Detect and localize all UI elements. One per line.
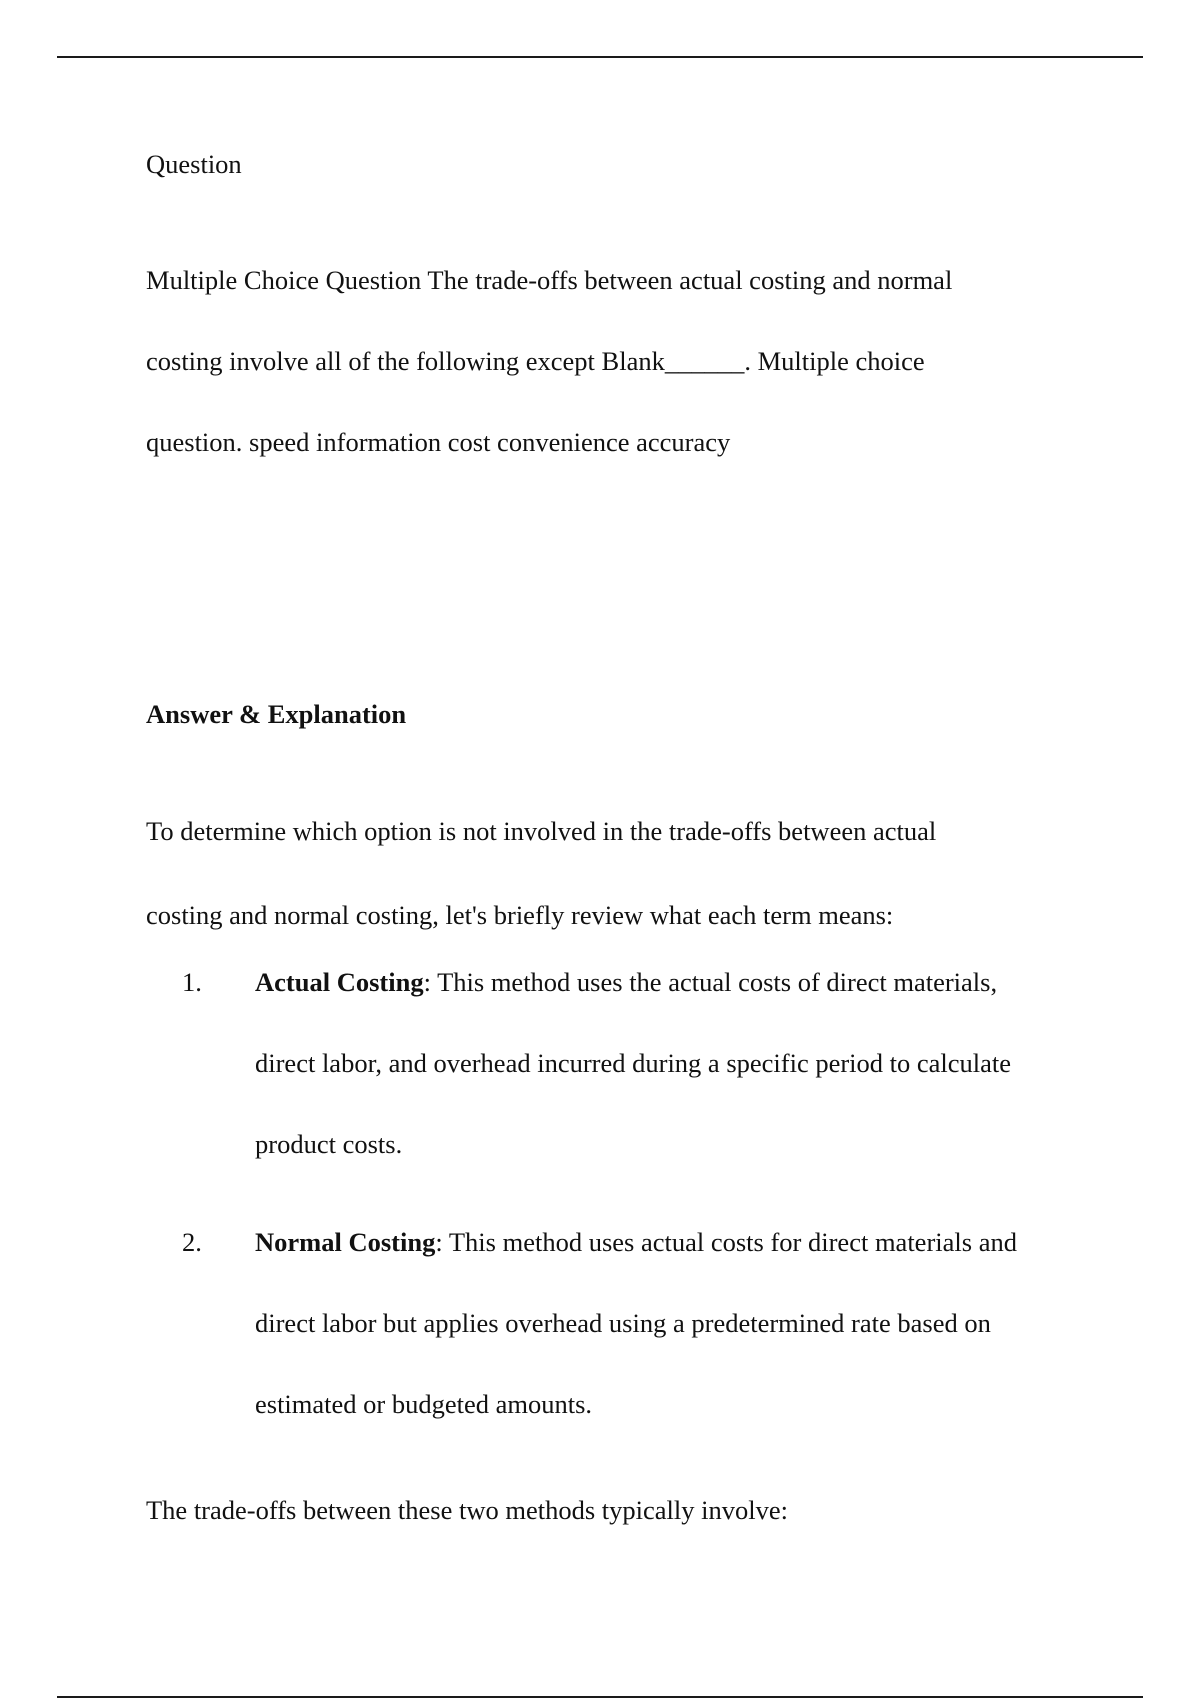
question-line: Multiple Choice Question The trade-offs between actual costing and normal (146, 265, 953, 295)
answer-intro (146, 789, 936, 957)
list-number: 2. (182, 1227, 202, 1257)
list-item-line: product costs. (255, 1129, 403, 1159)
closing-text: The trade-offs between these two methods typically involve: (146, 1495, 788, 1525)
list-item-line-text: : This method uses actual costs for direct materials and (435, 1227, 1017, 1257)
list-item-line (255, 942, 1011, 1023)
question-line: question. speed information cost convenience accuracy (146, 427, 731, 457)
term-actual-costing: Actual Costing (255, 967, 424, 997)
answer-heading: Answer & Explanation (146, 699, 407, 729)
question-heading: Question (146, 149, 242, 179)
answer-intro-line: To determine which option is not involved in the trade-offs between actual (146, 816, 937, 846)
question-line: costing involve all of the following except Blank______. Multiple choice (146, 346, 925, 376)
list-item-line: direct labor but applies overhead using a predetermined rate based on (255, 1308, 991, 1338)
list-number: 1. (182, 967, 202, 997)
list-item-text (255, 942, 1011, 1185)
list-item-line (255, 1202, 1017, 1283)
bottom-divider (57, 1696, 1143, 1698)
list-item-line: direct labor, and overhead incurred during a specific period to calculate (255, 1048, 1012, 1078)
list-item-line-text: : This method uses the actual costs of direct materials, (423, 967, 998, 997)
answer-intro-line: costing and normal costing, let's briefly review what each term means: (146, 900, 894, 930)
list-item-line: estimated or budgeted amounts. (255, 1389, 593, 1419)
question-text (146, 240, 1026, 483)
list-item-text (255, 1202, 1017, 1445)
term-normal-costing: Normal Costing (255, 1227, 436, 1257)
top-divider (57, 56, 1143, 58)
